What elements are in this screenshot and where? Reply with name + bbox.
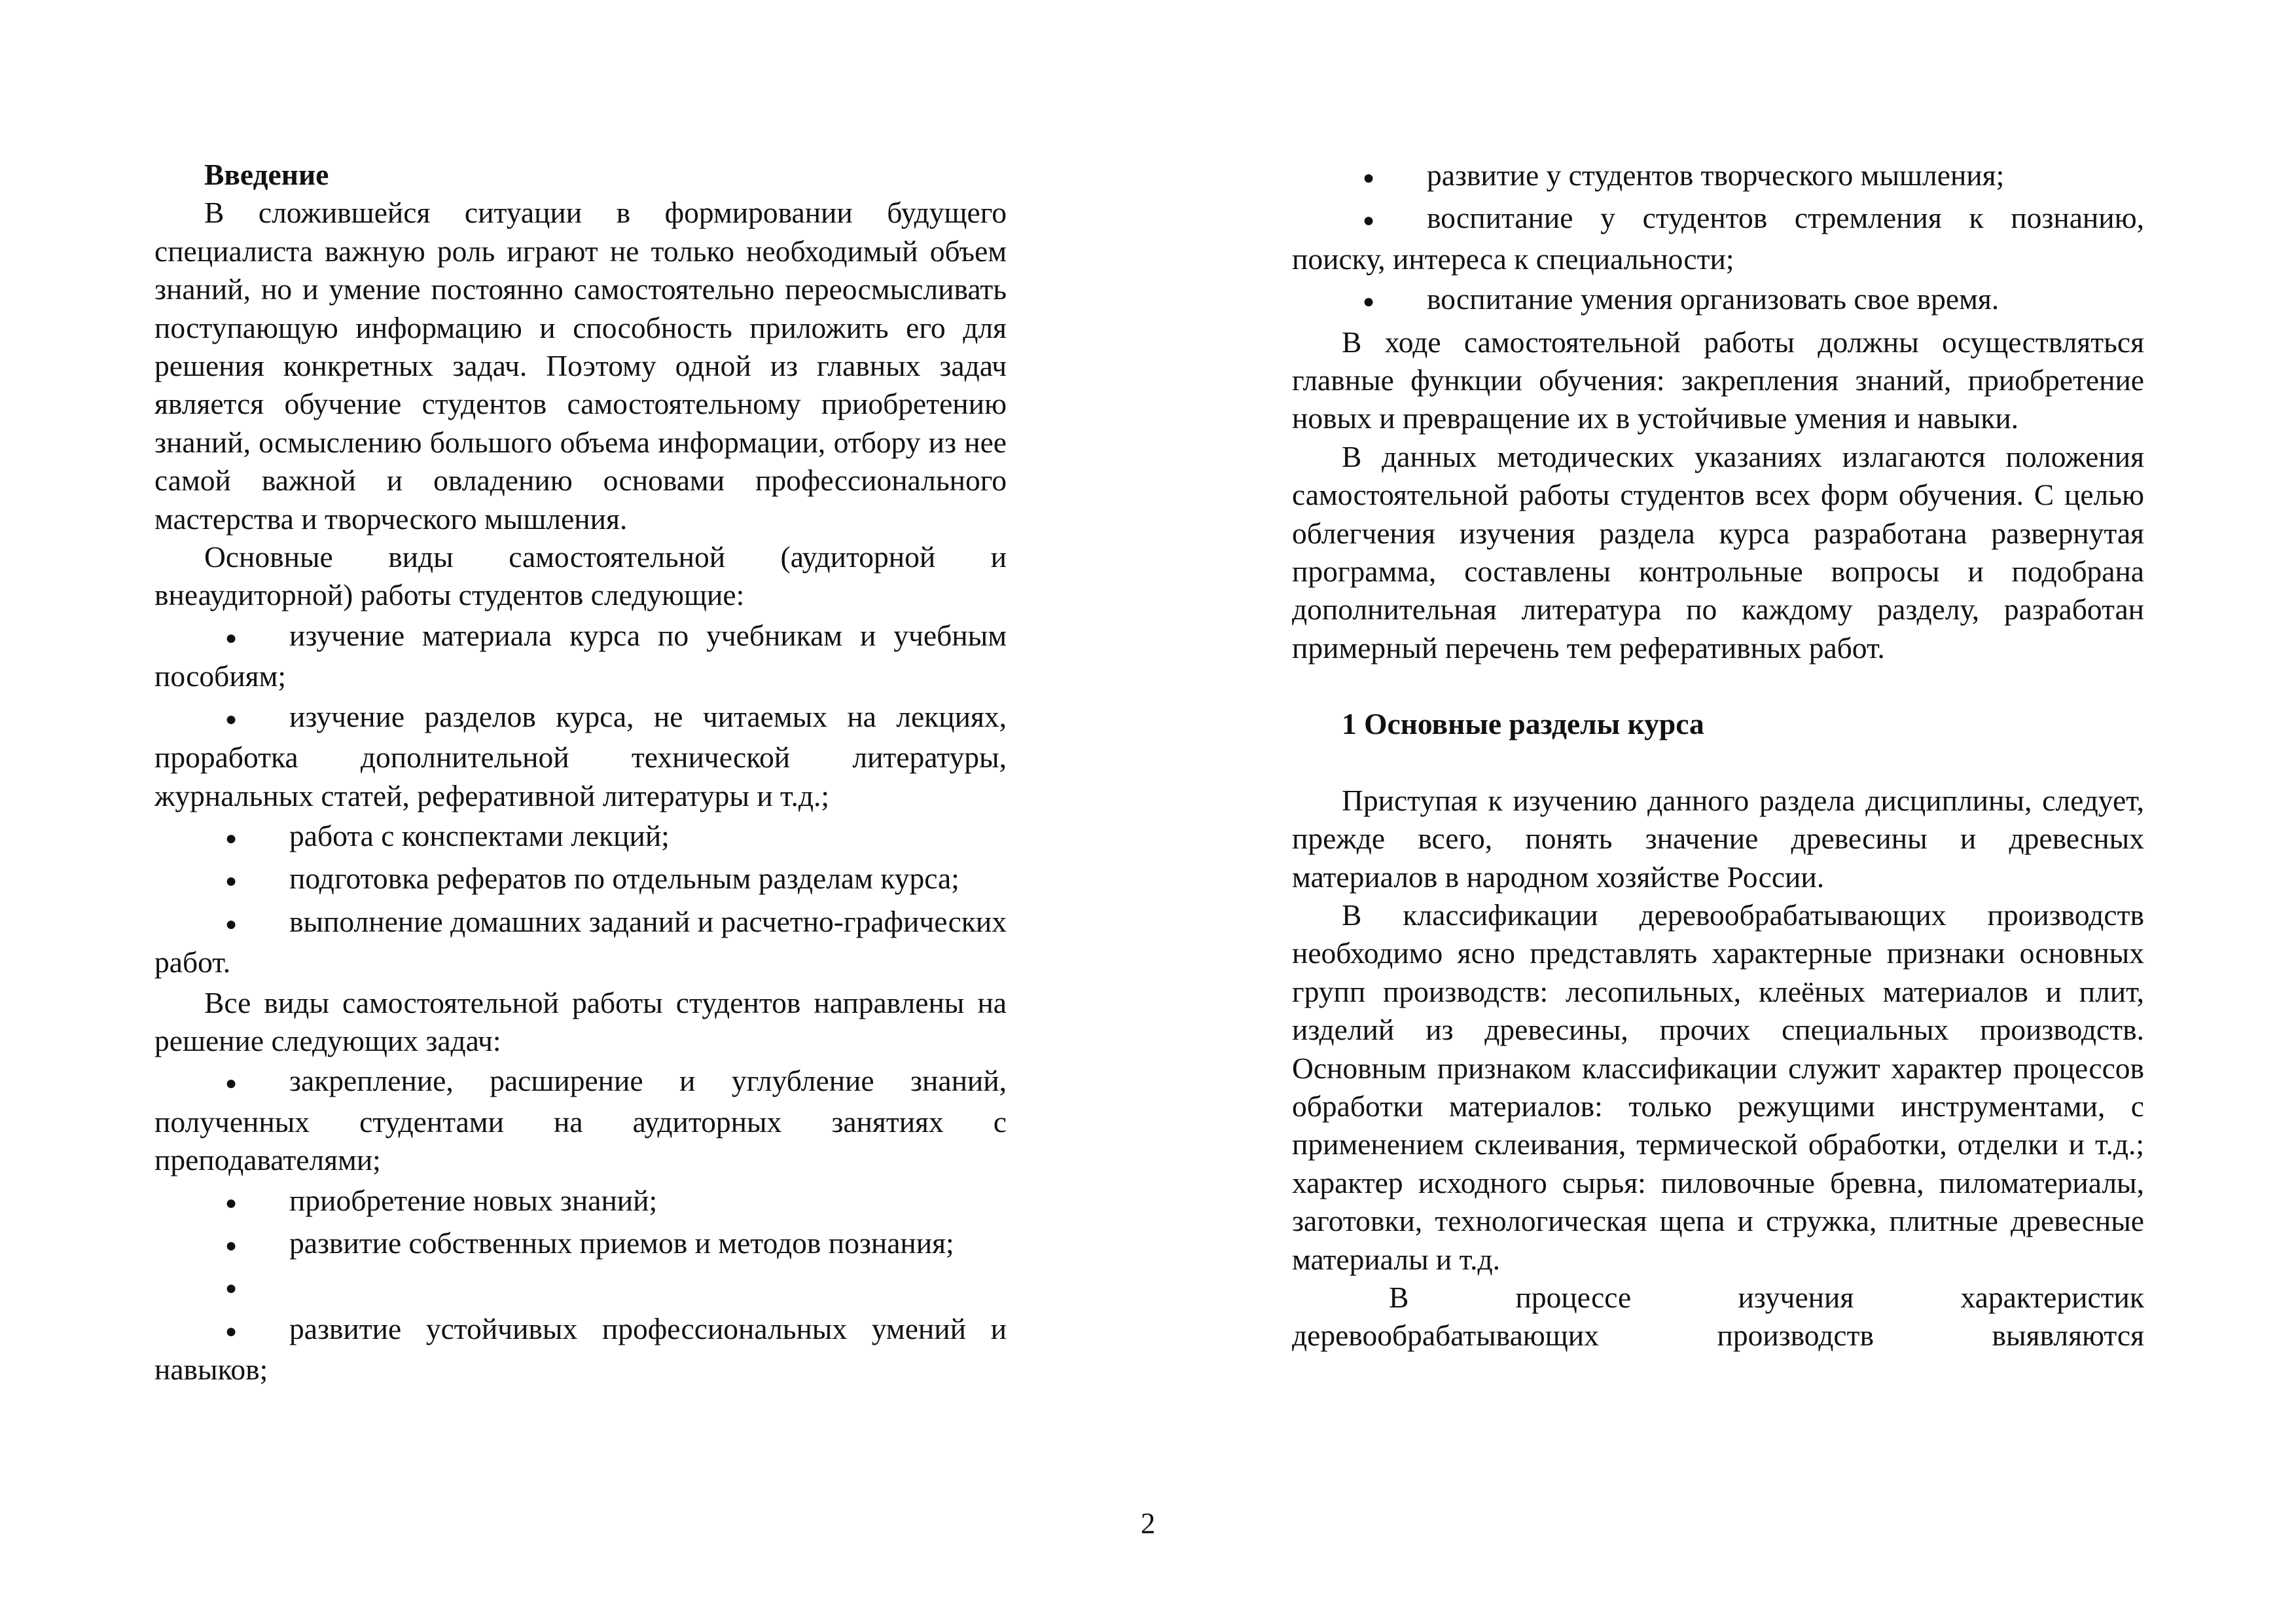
- list-item: ● воспитание умения организовать свое время.: [1292, 280, 2144, 321]
- bullet-icon: ●: [225, 1320, 238, 1342]
- section-heading: 1 Основные разделы курса: [1342, 707, 1704, 741]
- bullet-icon: ●: [1363, 291, 1375, 313]
- list-item: ● выполнение домашних заданий и расчетно-графических работ.: [154, 904, 1007, 979]
- right-column: [1292, 156, 2144, 1355]
- list-item: ● изучение материала курса по учебникам и учебным пособиям;: [154, 618, 1007, 693]
- bullet-icon: ●: [225, 708, 238, 730]
- list-item: ● развитие у студентов творческого мышления;: [1292, 156, 2144, 197]
- bullet-icon: ●: [225, 1234, 238, 1256]
- guidelines-paragraph: В данных методических указаниях излагаются положения самостоятельной работы студентов всех форм обучения. С целью облегчения изучения раздела курса разработана развернутая программа, составлены контрольные вопросы и подобрана дополнительная литература по каждому разделу, разработан примерный перечень тем реферативных работ.: [1292, 439, 2144, 665]
- functions-paragraph: В ходе самостоятельной работы должны осуществляться главные функции обучения: закрепления знаний, приобретение новых и превращение их в устойчивые умения и навыки.: [1292, 325, 2144, 435]
- tasks-paragraph: Все виды самостоятельной работы студентов направлены на решение следующих задач:: [154, 985, 1007, 1057]
- bullet-icon: ●: [225, 870, 238, 892]
- list-item: ● приобретение новых знаний;: [154, 1182, 1007, 1222]
- list-item: ● работа с конспектами лекций;: [154, 817, 1007, 858]
- introduction-heading: Введение: [204, 158, 329, 191]
- course-intro-paragraph: Приступая к изучению данного раздела дисциплины, следует, прежде всего, понять значение древесины и древесных материалов в народном хозяйстве России.: [1292, 783, 2144, 894]
- bullet-icon: ●: [1363, 210, 1375, 232]
- work-types-list: [154, 617, 1007, 982]
- list-item: ● воспитание у студентов стремления к познанию, поиску, интереса к специальности;: [1292, 201, 2144, 276]
- tasks-list: [154, 1062, 1007, 1389]
- bullet-icon: ●: [225, 827, 238, 849]
- classification-paragraph: В классификации деревообрабатывающих производств необходимо ясно представлять характерные признаки основных групп производств: лесопильных, клеёных материалов и плит, изделий из древесины, прочих специальных производств. Основным признаком классификации служит характер процессов обработки материалов: только режущими инструментами, с применением склеивания, термической обработки, отделки и т.д.; характер исходного сырья: пиловочные бревна, пиломатериалы, заготовки, технологическая щепа и стружка, плитные древесные материалы и т.д.: [1292, 898, 2144, 1276]
- work-types-paragraph: Основные виды самостоятельной (аудиторной и внеаудиторной) работы студентов следующие:: [154, 540, 1007, 612]
- list-item: ● изучение разделов курса, не читаемых на лекциях, проработка дополнительной технической литературы, журнальных статей, реферативной литературы и т.д.;: [154, 699, 1007, 812]
- page-number: 2: [1140, 1507, 1156, 1540]
- list-item: ● развитие собственных приемов и методов познания;: [154, 1224, 1007, 1265]
- characteristics-paragraph: В процессе изучения характеристик деревообрабатывающих производств выявляются: [1292, 1280, 2144, 1353]
- bullet-icon: ●: [225, 627, 238, 649]
- list-item: ● закрепление, расширение и углубление знаний, полученных студентами на аудиторных занятиях с преподавателями;: [154, 1064, 1007, 1177]
- bullet-icon: ●: [225, 1072, 238, 1095]
- bullet-icon: ●: [225, 1277, 238, 1300]
- tasks-list-continued: [1292, 156, 2144, 321]
- bullet-icon: ●: [1363, 167, 1375, 189]
- list-item-empty: [154, 1267, 1007, 1307]
- left-column: [154, 155, 1007, 1391]
- intro-paragraph: В сложившейся ситуации в формировании будущего специалиста важную роль играют не только необходимый объем знаний, но и умение постоянно самостоятельно переосмысливать поступающую информацию и способность приложить его для решения конкретных задач. Поэтому одной из главных задач является обучение студентов самостоятельному приобретению знаний, осмыслению большого объема информации, отбору из нее самой важной и овладению основами профессионального мастерства и творческого мышления.: [154, 196, 1007, 536]
- list-item: ● подготовка рефератов по отдельным разделам курса;: [154, 860, 1007, 900]
- bullet-icon: ●: [225, 913, 238, 935]
- list-item: ● развитие устойчивых профессиональных умений и навыков;: [154, 1311, 1007, 1387]
- bullet-icon: ●: [225, 1192, 238, 1214]
